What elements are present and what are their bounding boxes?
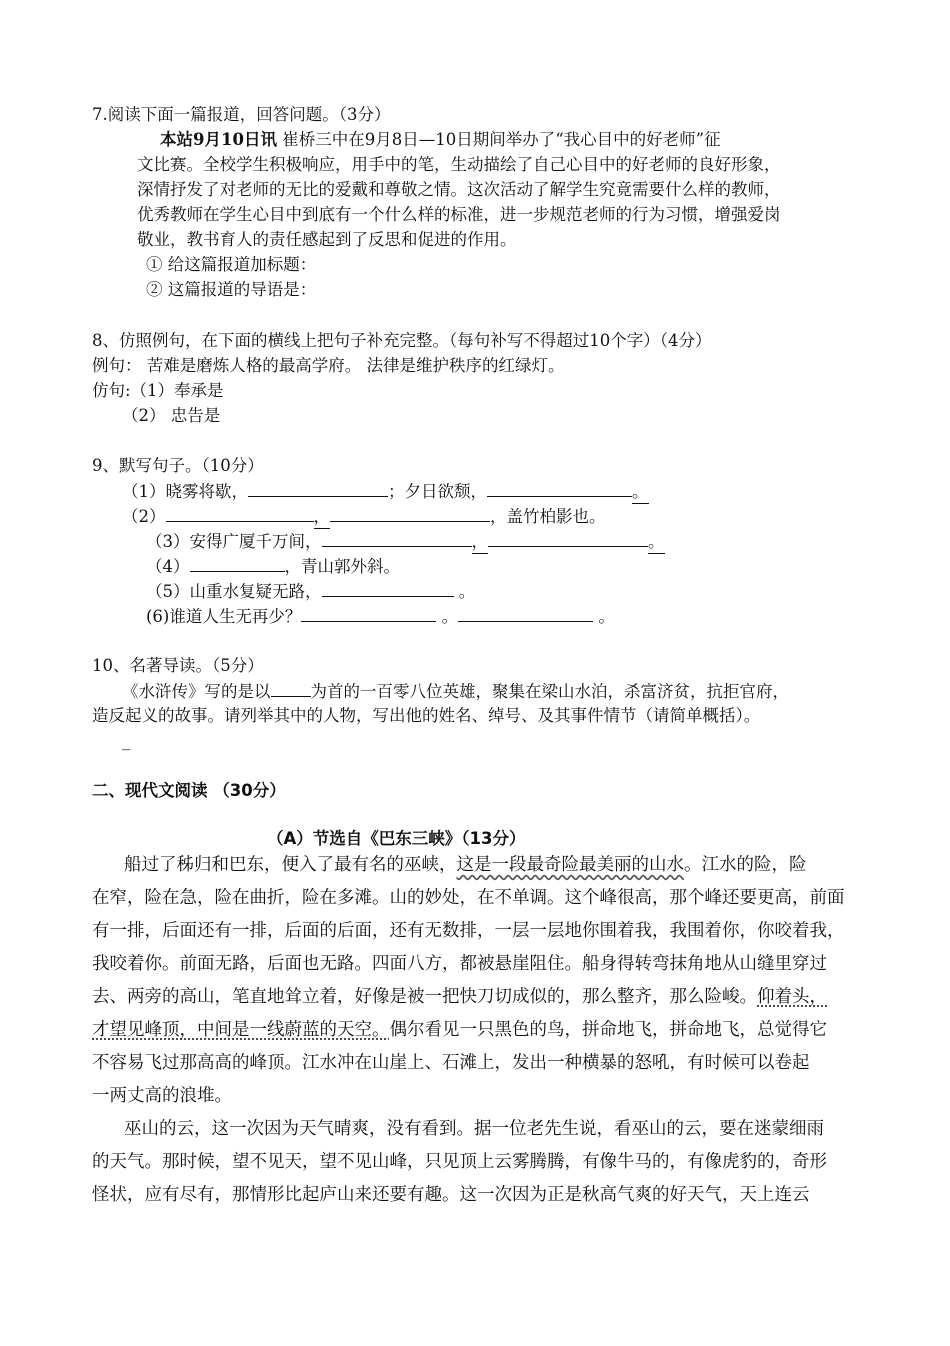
q9-l6-period-a: 。 [441,607,459,626]
q10-line2: 造反起义的故事。请列举其中的人物，写出他的姓名、绰号、及其事件情节（请简单概括）。 [92,706,761,725]
q10-title: 10、名著导读。（5分） [92,656,264,675]
q7-paragraph-line3: 深情抒发了对老师的无比的爱戴和尊敬之情。这次活动了解学生究竟需要什么样的教师， [137,180,781,199]
q7-title: 7.阅读下面一篇报道，回答问题。（3分） [92,105,391,124]
q9-line2 [122,505,606,529]
q9-l1-blank-b[interactable] [487,480,632,497]
q7-line1-text: 崔桥三中在9月8日—10日期间举办了“我心目中的好老师”征 [282,130,721,149]
q10-line1 [122,680,789,703]
passage-line1 [124,853,807,877]
passage-line8: 一两丈高的浪堆。 [92,1086,232,1106]
passage-l1-c: 。江水的险，险 [684,855,807,875]
passage-line3: 有一排，后面还有一排，后面的后面，还有无数排，一层一层地你围着我，我围着你，你咬着我， [92,921,845,941]
q9-l2-comma: ， [314,506,331,529]
q10-blank[interactable] [271,680,311,697]
q9-line6 [146,605,615,628]
q9-line1 [122,480,649,504]
q9-l6-blank-b[interactable] [458,605,593,622]
q9-line5 [146,580,475,603]
q9-l6-period-b: 。 [598,607,615,626]
q9-line3 [146,530,665,554]
q9-line4 [146,555,400,578]
section2-subheading: （A）节选自《巴东三峡》（13分） [267,829,526,848]
q9-l3-text-a: （3）安得广厦千万间， [146,532,322,551]
q10-answer-mark: _ [122,731,131,750]
q9-l1-text-b: ；夕日欲颓， [388,482,487,501]
q8-imitate2: （2） 忠告是 [122,406,221,425]
q7-paragraph-line2: 文比赛。全校学生积极响应，用手中的笔，生动描绘了自己心目中的好老师的良好形象， [137,155,781,174]
passage-l6-b: 偶尔看见一只黑色的鸟，拼命地飞，拼命地飞，总觉得它 [389,1020,827,1040]
q9-l1-text-c: 。 [632,481,649,504]
q9-l1-text-a: （1）晓雾将歇， [122,482,248,501]
passage-l5-dotted: 仰着头， [757,987,827,1007]
q8-imitate1: 仿句:（1）奉承是 [92,381,224,400]
q9-l1-blank-a[interactable] [248,480,388,497]
q8-example: 例句： 苦难是磨炼人格的最高学府。 法律是维护秩序的红绿灯。 [92,356,565,375]
passage-line2: 在窄，险在急，险在曲折，险在多滩。山的妙处，在不单调。这个峰很高，那个峰还要更高，前面 [92,888,845,908]
passage-l6-dotted: 才望见峰顶，中间是一线蔚蓝的天空。 [92,1020,390,1040]
q9-l2-text-c: ，盖竹柏影也。 [490,507,606,526]
passage-l1-a: 船过了秭归和巴东，便入了最有名的巫峡， [124,855,457,875]
q9-l5-blank[interactable] [322,580,454,597]
q9-l6-text-a: (6)谁道人生无再少？ [146,607,302,626]
q9-title: 9、默写句子。（10分） [92,456,264,475]
passage-l5-a: 去、两旁的高山，笔直地耸立着，好像是被一把快刀切成似的，那么整齐，那么险峻。 [92,987,757,1007]
q9-l4-text-a: （4） [146,557,190,576]
passage-line10: 的天气。那时候，望不见天，望不见山峰，只见顶上云雾腾腾，有像牛马的，有像虎豹的，奇形 [92,1152,827,1172]
passage-line4: 我咬着你。前面无路，后面也无路。四面八方，都被悬崖阻住。船身得转弯抹角地从山缝里穿过 [92,954,827,974]
q10-l1-text-a: 《水浒传》写的是以 [122,682,271,701]
q7-paragraph-line4: 优秀教师在学生心目中到底有一个什么样的标准，进一步规范老师的行为习惯，增强爱岗 [137,205,781,224]
q8-title: 8、仿照例句，在下面的横线上把句子补充完整。（每句补写不得超过10个字）（4分） [92,331,712,350]
q9-l4-blank[interactable] [190,555,285,572]
q9-l5-text-a: （5）山重水复疑无路， [146,582,322,601]
q9-l3-blank-a[interactable] [322,530,472,547]
q7-sub2: ② 这篇报道的导语是： [146,280,317,299]
q7-sub1: ① 给这篇报道加标题： [146,255,317,274]
q9-l6-blank-a[interactable] [301,605,436,622]
q7-paragraph-line1 [160,129,721,151]
passage-line6 [92,1018,827,1042]
q9-l2-text-a: （2） [122,507,166,526]
passage-line5 [92,985,827,1009]
q9-l2-blank-a[interactable] [166,505,314,522]
q10-l1-text-b: 为首的一百零八位英雄，聚集在梁山水泊，杀富济贫，抗拒官府， [310,682,789,701]
passage-l1-wavy: 这是一段最奇险最美丽的山水 [456,855,684,875]
q9-l3-period: 。 [648,531,665,554]
q7-lead: 本站9月10日讯 [160,130,277,149]
passage-line11: 怪状，应有尽有，那情形比起庐山来还要有趣。这一次因为正是秋高气爽的好天气，天上连云 [92,1185,810,1205]
passage-line9: 巫山的云，这一次因为天气晴爽，没有看到。据一位老先生说，看巫山的云，要在迷蒙细雨 [124,1119,824,1139]
section2-heading: 二、现代文阅读 （30分） [92,781,286,800]
q9-l4-text-b: ，青山郭外斜。 [284,557,400,576]
q7-paragraph-line5: 敬业，教书育人的责任感起到了反思和促进的作用。 [137,230,517,249]
q9-l5-period: 。 [458,582,476,601]
passage-line7: 不容易飞过那高高的峰顶。江水冲在山崖上、石滩上，发出一种横暴的怒吼，有时候可以卷起 [92,1053,810,1073]
q9-l3-blank-b[interactable] [488,530,648,547]
q9-l3-comma: ， [472,531,489,554]
q9-l2-blank-b[interactable] [330,505,490,522]
